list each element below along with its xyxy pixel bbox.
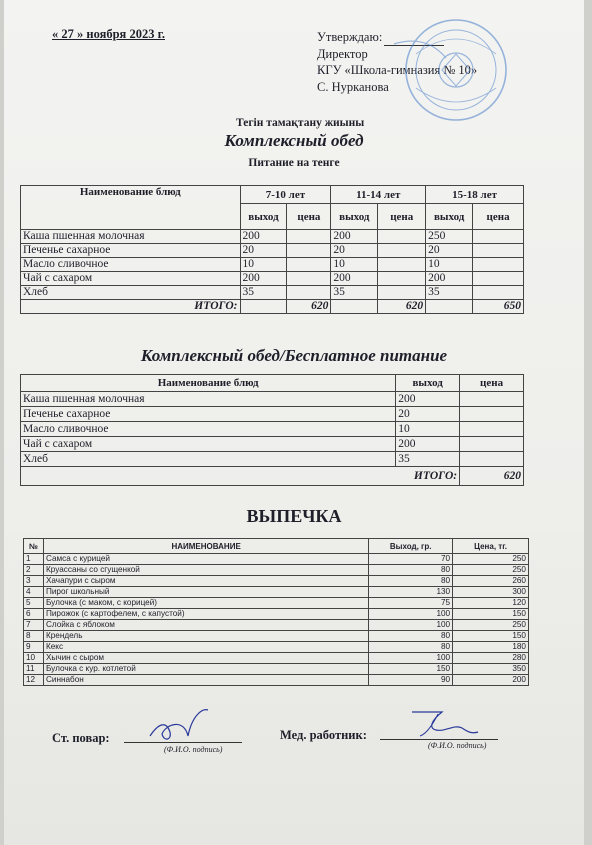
- dish-name: Печенье сахарное: [21, 244, 241, 258]
- item-number: 12: [24, 675, 44, 686]
- item-name: Булочка с кур. котлетой: [43, 664, 368, 675]
- menu2-table: [20, 374, 524, 486]
- med-signature-icon: [402, 706, 482, 742]
- item-out: 100: [369, 620, 453, 631]
- dish-out: 200: [396, 392, 460, 407]
- menu1-sub-price: цена: [378, 204, 426, 230]
- menu1-sub-out: выход: [240, 204, 287, 230]
- table-row: [21, 422, 524, 437]
- dish-name: Чай с сахаром: [21, 437, 396, 452]
- item-name: Булочка (с маком, с корицей): [43, 598, 368, 609]
- director-position: Директор: [317, 46, 368, 61]
- document-date: « 27 » ноября 2023 г.: [52, 27, 165, 41]
- item-number: 8: [24, 631, 44, 642]
- dish-out: 200: [331, 230, 378, 244]
- item-number: 6: [24, 609, 44, 620]
- dish-out: 20: [240, 244, 287, 258]
- table-row: [21, 437, 524, 452]
- menu1-subtitle: Питание на тенге: [248, 157, 340, 169]
- table-row: [24, 609, 529, 620]
- dish-out: 20: [396, 407, 460, 422]
- total-row: [21, 300, 524, 314]
- table-row: [24, 576, 529, 587]
- dish-name: Чай с сахаром: [21, 272, 241, 286]
- bakery-col-no: №: [24, 539, 44, 554]
- med-label: Мед. работник:: [280, 728, 367, 742]
- table-row: [21, 286, 524, 300]
- table-row: [24, 598, 529, 609]
- table-row: [21, 272, 524, 286]
- menu1-table: [20, 185, 524, 314]
- item-price: 150: [453, 609, 529, 620]
- dish-out: 35: [396, 452, 460, 467]
- item-name: Хычин с сыром: [43, 653, 368, 664]
- director-name: С. Нурканова: [317, 79, 389, 94]
- dish-out: 10: [240, 258, 287, 272]
- dish-out: 10: [426, 258, 473, 272]
- dish-out: 200: [396, 437, 460, 452]
- item-name: Крендель: [43, 631, 368, 642]
- total-value: 620: [460, 467, 524, 486]
- item-name: Пирожок (с картофелем, с капустой): [43, 609, 368, 620]
- menu1-sub-out: выход: [426, 204, 473, 230]
- dish-out: 250: [426, 230, 473, 244]
- dish-name: Печенье сахарное: [21, 407, 396, 422]
- item-price: 150: [453, 631, 529, 642]
- table-row: [21, 230, 524, 244]
- table-row: [24, 565, 529, 576]
- dish-name: Каша пшенная молочная: [21, 392, 396, 407]
- table-row: [24, 664, 529, 675]
- bakery-title: ВЫПЕЧКА: [246, 506, 342, 526]
- cook-signature-icon: [144, 706, 214, 746]
- item-number: 11: [24, 664, 44, 675]
- bakery-table: [23, 538, 529, 686]
- stamp-seal-icon: [386, 14, 518, 124]
- bakery-col-name: НАИМЕНОВАНИЕ: [43, 539, 368, 554]
- item-out: 80: [369, 565, 453, 576]
- dish-name: Хлеб: [21, 286, 241, 300]
- dish-name: Масло сливочное: [21, 422, 396, 437]
- total-label: ИТОГО:: [21, 467, 460, 486]
- item-price: 250: [453, 565, 529, 576]
- item-out: 80: [369, 576, 453, 587]
- table-row: [24, 620, 529, 631]
- dish-out: 200: [331, 272, 378, 286]
- dish-name: Каша пшенная молочная: [21, 230, 241, 244]
- item-name: Кекс: [43, 642, 368, 653]
- total-value: 650: [473, 300, 524, 314]
- item-name: Пирог школьный: [43, 587, 368, 598]
- item-price: 300: [453, 587, 529, 598]
- bakery-col-out: Выход, гр.: [369, 539, 453, 554]
- menu1-group-3: 15-18 лет: [426, 186, 524, 204]
- item-name: Слойка с яблоком: [43, 620, 368, 631]
- table-row: [24, 587, 529, 598]
- item-out: 150: [369, 664, 453, 675]
- item-number: 4: [24, 587, 44, 598]
- item-name: Хачапури с сыром: [43, 576, 368, 587]
- item-number: 1: [24, 554, 44, 565]
- dish-out: 10: [396, 422, 460, 437]
- item-name: Синнабон: [43, 675, 368, 686]
- table-row: [24, 554, 529, 565]
- item-out: 70: [369, 554, 453, 565]
- bakery-col-price: Цена, тг.: [453, 539, 529, 554]
- item-price: 200: [453, 675, 529, 686]
- table-row: [21, 407, 524, 422]
- cook-label: Ст. повар:: [52, 731, 110, 745]
- menu2-col-out: выход: [396, 375, 460, 392]
- item-out: 100: [369, 653, 453, 664]
- table-row: [21, 244, 524, 258]
- item-price: 280: [453, 653, 529, 664]
- item-price: 250: [453, 554, 529, 565]
- school-name: КГУ «Школа-гимназия № 10»: [317, 63, 478, 77]
- med-caption: (Ф.И.О. подпись): [428, 741, 487, 750]
- total-value: 620: [378, 300, 426, 314]
- document-sheet: [4, 0, 584, 845]
- item-name: Самса с курицей: [43, 554, 368, 565]
- dish-out: 35: [426, 286, 473, 300]
- item-number: 2: [24, 565, 44, 576]
- total-row: [21, 467, 524, 486]
- kz-title: Тегін тамақтану жиыны: [236, 117, 365, 129]
- table-row: [21, 258, 524, 272]
- item-out: 80: [369, 642, 453, 653]
- menu1-group-2: 11-14 лет: [331, 186, 426, 204]
- item-number: 3: [24, 576, 44, 587]
- dish-name: Масло сливочное: [21, 258, 241, 272]
- item-out: 100: [369, 609, 453, 620]
- item-number: 9: [24, 642, 44, 653]
- menu1-col-name: Наименование блюд: [21, 186, 241, 230]
- item-number: 10: [24, 653, 44, 664]
- menu2-col-name: Наименование блюд: [21, 375, 396, 392]
- menu1-title: Комплексный обед: [224, 131, 364, 150]
- cook-caption: (Ф.И.О. подпись): [164, 745, 223, 754]
- dish-name: Хлеб: [21, 452, 396, 467]
- item-number: 5: [24, 598, 44, 609]
- dish-out: 10: [331, 258, 378, 272]
- table-row: [24, 653, 529, 664]
- item-out: 75: [369, 598, 453, 609]
- item-price: 260: [453, 576, 529, 587]
- item-price: 180: [453, 642, 529, 653]
- dish-out: 200: [426, 272, 473, 286]
- dish-out: 35: [331, 286, 378, 300]
- dish-out: 20: [426, 244, 473, 258]
- item-price: 350: [453, 664, 529, 675]
- table-row: [21, 392, 524, 407]
- menu1-sub-out: выход: [331, 204, 378, 230]
- item-name: Круассаны со сгущенкой: [43, 565, 368, 576]
- table-row: [24, 642, 529, 653]
- dish-out: 200: [240, 230, 287, 244]
- menu1-sub-price: цена: [473, 204, 524, 230]
- total-label: ИТОГО:: [21, 300, 241, 314]
- item-number: 7: [24, 620, 44, 631]
- menu1-sub-price: цена: [287, 204, 331, 230]
- dish-out: 200: [240, 272, 287, 286]
- dish-out: 20: [331, 244, 378, 258]
- menu2-col-price: цена: [460, 375, 524, 392]
- dish-out: 35: [240, 286, 287, 300]
- item-price: 250: [453, 620, 529, 631]
- table-row: [24, 631, 529, 642]
- item-price: 120: [453, 598, 529, 609]
- total-value: 620: [287, 300, 331, 314]
- item-out: 130: [369, 587, 453, 598]
- table-row: [21, 452, 524, 467]
- table-row: [24, 675, 529, 686]
- item-out: 80: [369, 631, 453, 642]
- menu2-title: Комплексный обед/Бесплатное питание: [140, 346, 448, 365]
- item-out: 90: [369, 675, 453, 686]
- menu1-group-1: 7-10 лет: [240, 186, 331, 204]
- approve-label: Утверждаю:: [317, 30, 383, 44]
